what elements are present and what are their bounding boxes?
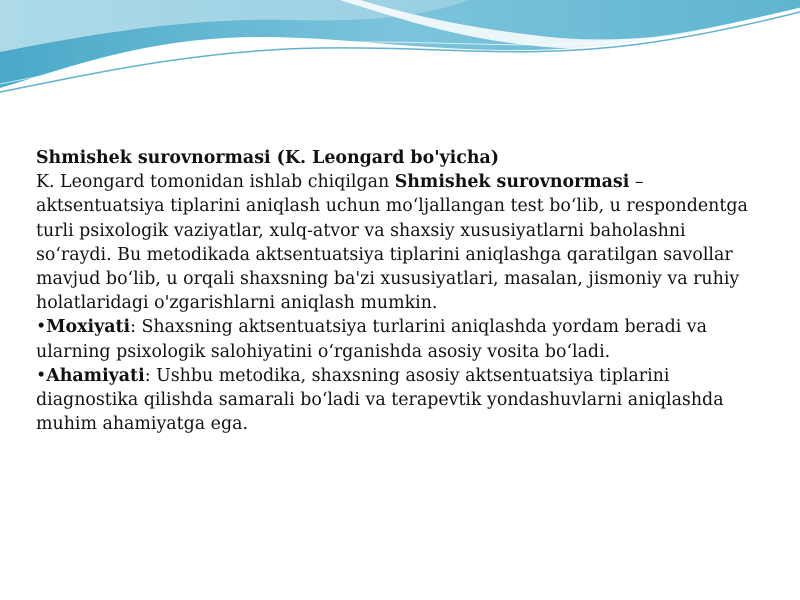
bullet-label: Moxiyati [46, 317, 131, 338]
bullet-ahamiyati [36, 364, 766, 437]
bullet-text: : Ushbu metodika, shaxsning asosiy aktsentuatsiya tiplarini diagnostika qilishda samarali bo‘ladi va terapevtik yondashuvlarni aniqlashda muhim ahamiyatga ega. [36, 365, 724, 435]
bullet-text: : Shaxsning aktsentuatsiya turlarini aniqlashda yordam beradi va ularning psixologik salohiyatini o‘rganishda asosiy vosita bo‘ladi. [36, 317, 707, 362]
slide-body [36, 146, 766, 436]
intro-after: – aktsentuatsiya tiplarini aniqlash uchun mo‘ljallangan test bo‘lib, u respondentga turli psixologik vaziyatlar, xulq-atvor va shaxsiy xususiyatlarni baholashni so‘raydi. Bu metodikada aktsentuatsiya tiplarini aniqlashga qaratilgan savollar mavjud bo‘lib, u orqali shaxsning ba'zi xususiyatlari, masalan, jismoniy va ruhiy holatlaridagi o'zgarishlarni aniqlash mumkin. [36, 172, 748, 314]
intro-before: K. Leongard tomonidan ishlab chiqilgan [36, 172, 395, 193]
intro-bold-term: Shmishek surovnormasi [394, 172, 630, 193]
slide-title-paragraph [36, 146, 766, 170]
bullet-marker: • [36, 365, 47, 386]
bullet-marker: • [36, 317, 47, 338]
intro-paragraph [36, 170, 766, 315]
bullet-label: Ahamiyati [46, 365, 145, 386]
bullet-moxiyati [36, 315, 766, 363]
slide-title: Shmishek surovnormasi (K. Leongard bo'yicha) [36, 148, 499, 168]
header-wave-decoration [0, 0, 800, 100]
